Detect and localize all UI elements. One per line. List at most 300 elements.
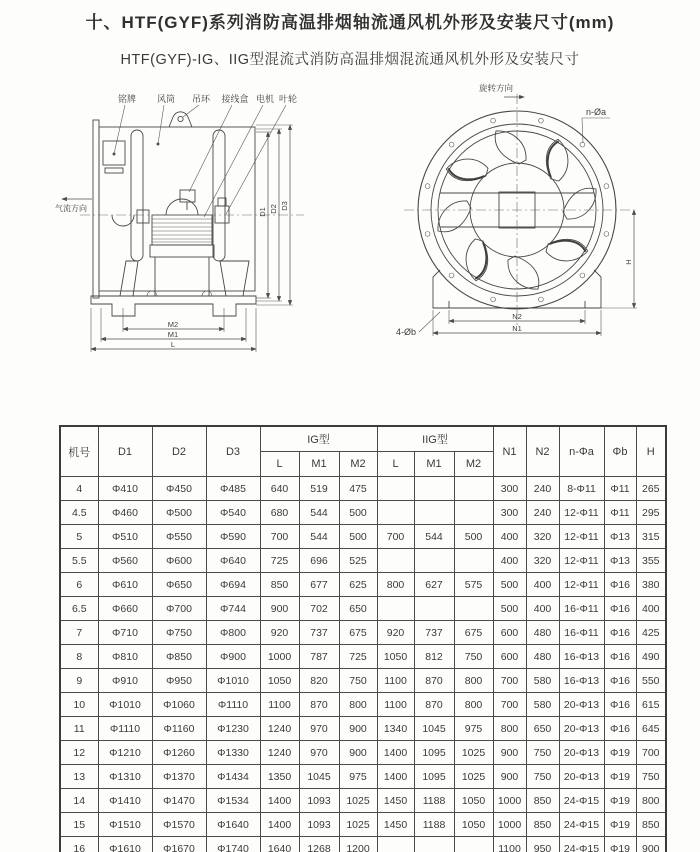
table-cell: 1050	[454, 789, 493, 813]
table-cell: 627	[414, 573, 454, 597]
table-cell: 750	[526, 765, 559, 789]
table-cell: 1240	[260, 741, 299, 765]
table-cell: 850	[526, 789, 559, 813]
table-cell: Φ1260	[152, 741, 206, 765]
table-cell: Φ950	[152, 669, 206, 693]
table-cell: Φ1410	[98, 789, 152, 813]
table-cell: Φ540	[206, 501, 260, 525]
table-cell	[454, 837, 493, 852]
junction-box-label: 接线盒	[221, 94, 249, 104]
table-cell	[377, 549, 414, 573]
dim-m2-label: M2	[167, 320, 179, 329]
table-cell: Φ510	[98, 525, 152, 549]
table-cell: 1045	[299, 765, 339, 789]
table-cell: 625	[339, 573, 377, 597]
table-cell: 750	[454, 645, 493, 669]
table-cell: 6.5	[60, 597, 98, 621]
table-cell: 1100	[493, 837, 526, 852]
table-cell: 8	[60, 645, 98, 669]
page-title: 十、HTF(GYF)系列消防高温排烟轴流通风机外形及安装尺寸(mm)	[85, 13, 615, 32]
table-cell: 5	[60, 525, 98, 549]
table-cell: 380	[636, 573, 666, 597]
dim-n1-label: N1	[512, 324, 522, 333]
table-cell: Φ16	[604, 717, 636, 741]
table-row	[60, 501, 666, 525]
table-cell: 24-Φ15	[559, 837, 604, 852]
table-cell: Φ1160	[152, 717, 206, 741]
table-cell	[414, 837, 454, 852]
table-cell: 650	[526, 717, 559, 741]
table-cell: 600	[493, 645, 526, 669]
table-cell: Φ660	[98, 597, 152, 621]
table-cell: 1093	[299, 789, 339, 813]
col-header-ig-l: L	[260, 452, 299, 477]
table-cell: Φ16	[604, 621, 636, 645]
col-header-ig-m1: M1	[299, 452, 339, 477]
table-cell: Φ900	[206, 645, 260, 669]
table-cell: 300	[493, 501, 526, 525]
table-cell: 13	[60, 765, 98, 789]
flange-holes-callout	[582, 107, 610, 143]
table-row	[60, 813, 666, 837]
table-cell: Φ19	[604, 837, 636, 852]
table-row	[60, 549, 666, 573]
table-cell: 615	[636, 693, 666, 717]
table-cell: Φ1060	[152, 693, 206, 717]
table-cell: 1200	[339, 837, 377, 852]
table-cell: 480	[526, 621, 559, 645]
table-cell: Φ640	[206, 549, 260, 573]
table-cell: 15	[60, 813, 98, 837]
dimension-table	[59, 425, 667, 852]
dim-m1-label: M1	[167, 330, 179, 339]
table-cell: 16	[60, 837, 98, 852]
col-header-d2: D2	[152, 426, 206, 477]
table-cell: 950	[526, 837, 559, 852]
table-cell: 400	[526, 597, 559, 621]
dim-d1-label: D1	[258, 207, 267, 217]
table-cell: 7	[60, 621, 98, 645]
table-row	[60, 525, 666, 549]
table-cell: 20-Φ13	[559, 765, 604, 789]
table-cell: 580	[526, 669, 559, 693]
fan-front-view-drawing	[392, 80, 694, 372]
table-row	[60, 669, 666, 693]
table-cell: 820	[299, 669, 339, 693]
table-cell: 700	[377, 525, 414, 549]
table-cell: 1050	[377, 645, 414, 669]
table-cell: 975	[339, 765, 377, 789]
table-cell: 300	[493, 477, 526, 501]
table-cell: 14	[60, 789, 98, 813]
table-cell: 970	[299, 717, 339, 741]
table-cell	[414, 549, 454, 573]
table-cell: 400	[493, 525, 526, 549]
col-header-n1: N1	[493, 426, 526, 477]
table-cell: 1000	[260, 645, 299, 669]
lifting-ring-label: 吊环	[191, 94, 211, 104]
table-cell: 544	[414, 525, 454, 549]
table-cell: Φ19	[604, 789, 636, 813]
table-cell	[454, 597, 493, 621]
table-cell: 265	[636, 477, 666, 501]
table-cell: Φ1310	[98, 765, 152, 789]
table-cell: 1400	[260, 789, 299, 813]
table-row	[60, 573, 666, 597]
airflow-direction	[55, 199, 92, 213]
table-cell	[454, 501, 493, 525]
table-cell: Φ16	[604, 597, 636, 621]
rotation-label: 旋转方向	[478, 83, 514, 93]
table-cell: 680	[260, 501, 299, 525]
airflow-label: 气流方向	[55, 204, 87, 213]
table-cell: Φ800	[206, 621, 260, 645]
table-cell: 1100	[260, 693, 299, 717]
col-header-iig-m2: M2	[454, 452, 493, 477]
table-cell: 320	[526, 525, 559, 549]
dim-d3-label: D3	[280, 201, 289, 211]
table-cell: 650	[339, 597, 377, 621]
table-cell: 1188	[414, 813, 454, 837]
table-cell: 12-Φ11	[559, 525, 604, 549]
flange-holes-label: n-Øa	[585, 107, 607, 117]
table-cell: 9	[60, 669, 98, 693]
table-cell: 737	[299, 621, 339, 645]
table-cell: 920	[260, 621, 299, 645]
table-cell: 20-Φ13	[559, 717, 604, 741]
table-cell: 1025	[454, 741, 493, 765]
table-cell: Φ1670	[152, 837, 206, 852]
table-cell: 16-Φ11	[559, 597, 604, 621]
table-cell: 1400	[260, 813, 299, 837]
table-cell: Φ500	[152, 501, 206, 525]
table-cell: 4.5	[60, 501, 98, 525]
table-cell: Φ16	[604, 573, 636, 597]
table-cell: Φ450	[152, 477, 206, 501]
table-cell	[454, 549, 493, 573]
col-header-d3: D3	[206, 426, 260, 477]
table-cell: Φ694	[206, 573, 260, 597]
table-cell: 700	[260, 525, 299, 549]
table-cell: 1025	[339, 813, 377, 837]
table-cell: 500	[339, 501, 377, 525]
table-cell: 525	[339, 549, 377, 573]
col-group-iig: IIG型	[377, 426, 493, 452]
table-cell	[414, 477, 454, 501]
table-cell: Φ590	[206, 525, 260, 549]
table-cell: 315	[636, 525, 666, 549]
col-header-n-phi-a: n-Φa	[559, 426, 604, 477]
table-cell: 750	[636, 765, 666, 789]
table-cell: 550	[636, 669, 666, 693]
foot-holes-label: 4-Øb	[395, 327, 417, 337]
bottom-dimensions	[91, 308, 256, 352]
table-cell: Φ610	[98, 573, 152, 597]
table-cell: 675	[454, 621, 493, 645]
table-cell: 4	[60, 477, 98, 501]
dim-l-label: L	[170, 340, 176, 349]
table-cell: 400	[636, 597, 666, 621]
table-cell: 800	[454, 693, 493, 717]
table-cell: 6	[60, 573, 98, 597]
table-cell: Φ700	[152, 597, 206, 621]
nameplate-label: 铭牌	[117, 94, 137, 104]
table-row	[60, 837, 666, 852]
side-view-part-labels	[113, 93, 297, 217]
table-cell: 400	[526, 573, 559, 597]
table-cell: 700	[493, 669, 526, 693]
table-cell: Φ485	[206, 477, 260, 501]
table-cell: 480	[526, 645, 559, 669]
table-cell: Φ650	[152, 573, 206, 597]
table-row	[60, 621, 666, 645]
table-cell	[377, 501, 414, 525]
table-cell: Φ1230	[206, 717, 260, 741]
table-cell: 544	[299, 501, 339, 525]
table-cell: 1240	[260, 717, 299, 741]
table-cell: Φ810	[98, 645, 152, 669]
table-cell: 24-Φ15	[559, 789, 604, 813]
table-row	[60, 741, 666, 765]
table-cell: 5.5	[60, 549, 98, 573]
motor-label: 电机	[255, 94, 275, 104]
col-header-h: H	[636, 426, 666, 477]
table-cell	[454, 477, 493, 501]
table-cell: Φ1434	[206, 765, 260, 789]
table-cell: 1050	[260, 669, 299, 693]
table-cell: 870	[299, 693, 339, 717]
table-cell: 750	[526, 741, 559, 765]
page-subtitle: HTF(GYF)-IG、IIG型混流式消防高温排烟混流通风机外形及安装尺寸	[120, 52, 580, 68]
table-cell: 1095	[414, 765, 454, 789]
table-cell: Φ16	[604, 645, 636, 669]
table-cell: Φ1370	[152, 765, 206, 789]
col-header-iig-m1: M1	[414, 452, 454, 477]
table-cell: 645	[636, 717, 666, 741]
table-cell: Φ13	[604, 549, 636, 573]
col-header-ig-m2: M2	[339, 452, 377, 477]
table-cell: 240	[526, 477, 559, 501]
table-cell: 970	[299, 741, 339, 765]
duct-label: 风筒	[156, 94, 176, 104]
table-cell: 8-Φ11	[559, 477, 604, 501]
table-cell: 1100	[377, 693, 414, 717]
table-cell: 800	[377, 573, 414, 597]
table-cell: 355	[636, 549, 666, 573]
table-cell: Φ460	[98, 501, 152, 525]
table-cell: 1025	[454, 765, 493, 789]
table-cell: 1000	[493, 789, 526, 813]
table-cell: 1400	[377, 765, 414, 789]
col-header-d1: D1	[98, 426, 152, 477]
impeller-label: 叶轮	[278, 94, 298, 104]
table-row	[60, 645, 666, 669]
dim-d2-label: D2	[269, 204, 278, 214]
table-cell	[377, 477, 414, 501]
table-cell: 500	[493, 597, 526, 621]
table-cell: 575	[454, 573, 493, 597]
table-cell: 870	[414, 669, 454, 693]
table-cell: Φ16	[604, 693, 636, 717]
table-cell: 12	[60, 741, 98, 765]
table-cell: Φ1534	[206, 789, 260, 813]
table-cell: 1268	[299, 837, 339, 852]
table-row	[60, 693, 666, 717]
table-cell: 812	[414, 645, 454, 669]
table-row	[60, 765, 666, 789]
table-cell: Φ13	[604, 525, 636, 549]
table-cell: 700	[636, 741, 666, 765]
table-cell: 1100	[377, 669, 414, 693]
col-header-n2: N2	[526, 426, 559, 477]
table-cell: 696	[299, 549, 339, 573]
table-row	[60, 789, 666, 813]
table-cell: 12-Φ11	[559, 573, 604, 597]
table-cell: 1095	[414, 741, 454, 765]
table-cell: 900	[493, 741, 526, 765]
table-cell: Φ11	[604, 501, 636, 525]
table-cell: 1400	[377, 741, 414, 765]
table-cell: 600	[493, 621, 526, 645]
table-cell: 12-Φ11	[559, 549, 604, 573]
table-cell: Φ19	[604, 813, 636, 837]
table-cell: 725	[339, 645, 377, 669]
table-cell: 580	[526, 693, 559, 717]
dim-n2-label: N2	[512, 312, 522, 321]
table-cell: 12-Φ11	[559, 501, 604, 525]
table-header	[60, 426, 666, 477]
table-cell: 16-Φ11	[559, 621, 604, 645]
table-cell: 737	[414, 621, 454, 645]
table-cell: Φ16	[604, 669, 636, 693]
table-cell: 800	[454, 669, 493, 693]
table-cell: 850	[526, 813, 559, 837]
table-cell: Φ1570	[152, 813, 206, 837]
table-cell: 900	[636, 837, 666, 852]
table-cell: 1025	[339, 789, 377, 813]
table-cell: Φ560	[98, 549, 152, 573]
table-cell	[414, 501, 454, 525]
table-cell: 400	[493, 549, 526, 573]
table-cell: 425	[636, 621, 666, 645]
table-cell: Φ850	[152, 645, 206, 669]
table-cell: Φ1470	[152, 789, 206, 813]
table-cell: 20-Φ13	[559, 693, 604, 717]
table-cell: 800	[339, 693, 377, 717]
table-cell: 1188	[414, 789, 454, 813]
table-header-row-1	[60, 426, 666, 452]
height-dimension	[601, 210, 637, 308]
table-cell: 16-Φ13	[559, 645, 604, 669]
table-cell: 1340	[377, 717, 414, 741]
table-cell: Φ910	[98, 669, 152, 693]
table-cell: Φ1640	[206, 813, 260, 837]
col-header-model: 机号	[60, 426, 98, 477]
table-cell: 295	[636, 501, 666, 525]
table-cell: Φ19	[604, 765, 636, 789]
table-cell	[377, 837, 414, 852]
table-cell: Φ1740	[206, 837, 260, 852]
table-cell: 725	[260, 549, 299, 573]
table-cell: 1000	[493, 813, 526, 837]
table-row	[60, 597, 666, 621]
table-cell: Φ710	[98, 621, 152, 645]
table-cell: 1450	[377, 813, 414, 837]
table-cell: 500	[454, 525, 493, 549]
table-cell: Φ750	[152, 621, 206, 645]
table-cell: 800	[493, 717, 526, 741]
fan-side-view-drawing	[52, 84, 342, 376]
table-cell: 519	[299, 477, 339, 501]
table-cell: Φ19	[604, 741, 636, 765]
table-cell: Φ1330	[206, 741, 260, 765]
table-cell: Φ600	[152, 549, 206, 573]
col-header-iig-l: L	[377, 452, 414, 477]
table-cell: 900	[339, 741, 377, 765]
table-cell	[414, 597, 454, 621]
table-cell: 500	[493, 573, 526, 597]
table-cell: 320	[526, 549, 559, 573]
spec-table-body	[60, 477, 666, 852]
table-cell: 490	[636, 645, 666, 669]
table-cell: Φ1010	[98, 693, 152, 717]
table-cell: 1093	[299, 813, 339, 837]
table-cell: 1450	[377, 789, 414, 813]
table-cell: Φ11	[604, 477, 636, 501]
table-cell: 920	[377, 621, 414, 645]
table-cell: 1045	[414, 717, 454, 741]
table-cell: 975	[454, 717, 493, 741]
table-cell: Φ1110	[206, 693, 260, 717]
table-cell: 787	[299, 645, 339, 669]
table-cell: 900	[339, 717, 377, 741]
col-group-ig: IG型	[260, 426, 377, 452]
table-cell: 702	[299, 597, 339, 621]
col-header-phi-b: Φb	[604, 426, 636, 477]
table-cell: 10	[60, 693, 98, 717]
table-cell: 870	[414, 693, 454, 717]
table-cell: Φ1110	[98, 717, 152, 741]
table-cell: Φ1510	[98, 813, 152, 837]
table-cell	[377, 597, 414, 621]
table-row	[60, 477, 666, 501]
table-cell: 24-Φ15	[559, 813, 604, 837]
dim-h-label: H	[624, 259, 633, 265]
table-cell: 1050	[454, 813, 493, 837]
table-cell: 11	[60, 717, 98, 741]
table-cell: Φ1010	[206, 669, 260, 693]
table-cell: Φ1610	[98, 837, 152, 852]
table-cell: 700	[493, 693, 526, 717]
table-cell: 675	[339, 621, 377, 645]
table-cell: Φ410	[98, 477, 152, 501]
table-cell: 677	[299, 573, 339, 597]
table-cell: 640	[260, 477, 299, 501]
fan-body	[91, 112, 256, 316]
table-cell: 500	[339, 525, 377, 549]
table-cell: 800	[636, 789, 666, 813]
table-cell: 475	[339, 477, 377, 501]
table-cell: 544	[299, 525, 339, 549]
table-cell: 750	[339, 669, 377, 693]
leader-lines	[113, 105, 286, 217]
table-cell: 1350	[260, 765, 299, 789]
table-cell: 16-Φ13	[559, 669, 604, 693]
table-cell: Φ744	[206, 597, 260, 621]
table-cell: 240	[526, 501, 559, 525]
table-cell: 20-Φ13	[559, 741, 604, 765]
table-cell: 850	[636, 813, 666, 837]
